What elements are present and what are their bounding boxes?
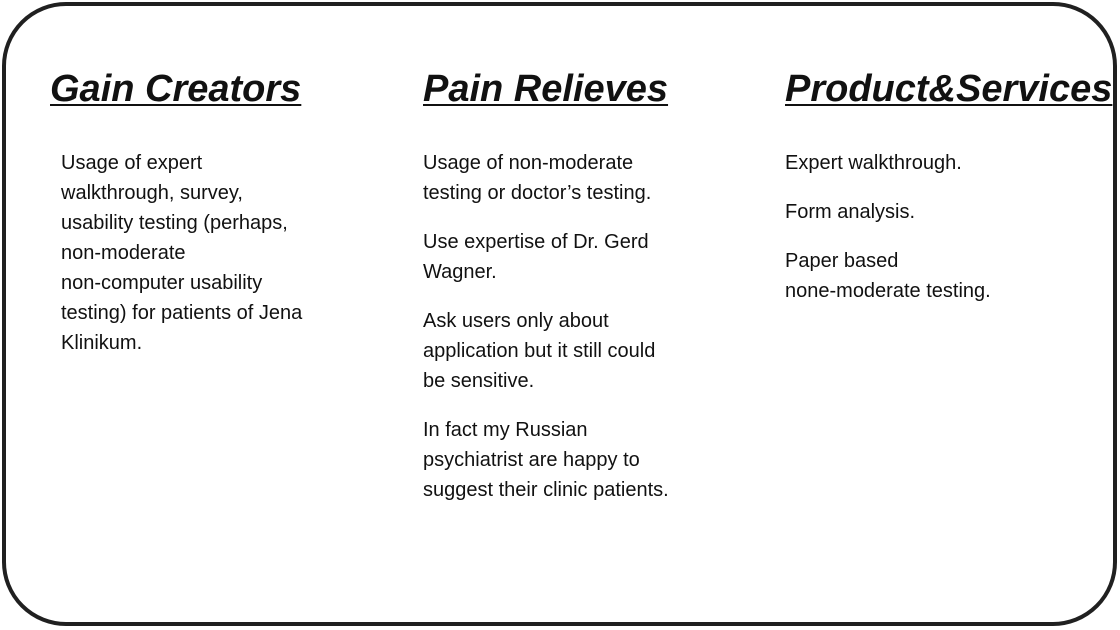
gain-creators-paragraph: Usage of expert walkthrough, survey, usability testing (perhaps, non-moderate non-computer usability testing) for patients of Jena Klinikum. [61,152,303,354]
products-services-paragraph-2: Form analysis. [785,201,916,223]
products-services-heading: Product&Services [785,68,1113,110]
pain-relievers-heading: Pain Relieves [423,68,669,110]
gain-creators-body [50,148,331,358]
products-services-paragraph-3: Paper based none-moderate testing. [785,250,991,302]
pain-relievers-body [423,148,698,505]
gain-creators-column [50,66,350,377]
pain-relievers-column [423,66,723,524]
gain-creators-heading: Gain Creators [50,68,302,110]
pain-relievers-paragraph-3: Ask users only about application but it still could be sensitive. [423,310,656,392]
products-services-column [785,66,1113,325]
pain-relievers-paragraph-2: Use expertise of Dr. Gerd Wagner. [423,231,649,283]
pain-relievers-paragraph-1: Usage of non-moderate testing or doctor’s testing. [423,152,652,204]
pain-relievers-paragraph-4: In fact my Russian psychiatrist are happy to suggest their clinic patients. [423,419,669,501]
products-services-paragraph-1: Expert walkthrough. [785,152,962,174]
products-services-body [785,148,1085,306]
